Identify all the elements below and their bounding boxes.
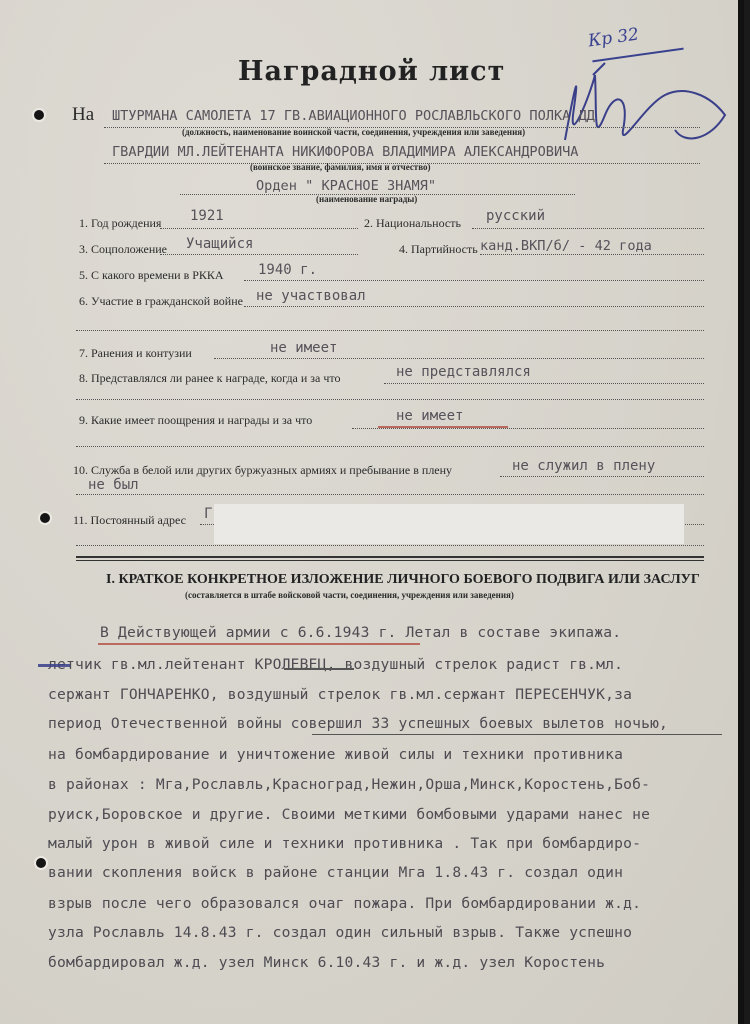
birth-year-label: 1. Год рождения xyxy=(79,216,162,230)
body-line: на бомбардирование и уничтожение живой силы и техники противника xyxy=(48,746,624,763)
birth-year-value: 1921 xyxy=(190,208,224,224)
civil-war-line-2 xyxy=(76,330,704,331)
punch-hole xyxy=(36,858,46,868)
nationality-line xyxy=(472,228,704,229)
body-line: вании скопления войск в районе станции Мга 1.8.43 г. создал один xyxy=(48,864,624,881)
body-line: В Действующей армии с 6.6.1943 г. Летал в составе экипажа. xyxy=(100,624,622,641)
pencil-underline xyxy=(312,734,722,735)
address-label: 11. Постоянный адрес xyxy=(73,513,186,527)
wounds-label: 7. Ранения и контузии xyxy=(79,346,192,360)
white-army-line-2 xyxy=(76,494,704,495)
section-title: I. КРАТКОЕ КОНКРЕТНОЕ ИЗЛОЖЕНИЕ ЛИЧНОГО БОЕВОГО ПОДВИГА ИЛИ ЗАСЛУГ xyxy=(106,572,700,587)
party-line xyxy=(480,254,704,255)
rkka-since-line xyxy=(244,280,704,281)
body-line: руиск,Боровское и другие. Своими меткими бомбовыми ударами нанес не xyxy=(48,806,651,823)
position-value: ШТУРМАНА САМОЛЕТА 17 ГВ.АВИАЦИОННОГО РОСЛАВЛЬСКОГО ПОЛКА ДД xyxy=(112,108,595,124)
redacted-area xyxy=(214,504,684,544)
white-army-label: 10. Служба в белой или других буржуазных армиях и пребывание в плену xyxy=(73,463,453,477)
civil-war-value: не участвовал xyxy=(256,288,366,304)
body-line: период Отечественной войны совершил 33 успешных боевых вылетов ночью, xyxy=(48,715,669,732)
punch-hole xyxy=(40,513,50,523)
wounds-value: не имеет xyxy=(270,340,338,356)
section-rule-bottom xyxy=(76,560,704,561)
body-line: сержант ГОНЧАРЕНКО, воздушный стрелок гв.мл.сержант ПЕРЕСЕНЧУК,за xyxy=(48,686,633,703)
pencil-strike xyxy=(284,668,354,670)
page-edge xyxy=(738,0,744,1024)
awards-line xyxy=(352,428,704,429)
white-army-value-b: не был xyxy=(88,477,139,493)
previous-award-value: не представлялся xyxy=(396,364,531,380)
party-label: 4. Партийность xyxy=(399,242,478,256)
body-line: малый урон в живой силе и техники противника . Так при бомбардиро- xyxy=(48,835,642,852)
award-value: Орден " КРАСНОЕ ЗНАМЯ" xyxy=(256,178,437,194)
wounds-line xyxy=(214,358,704,359)
civil-war-line xyxy=(244,306,704,307)
address-line-2 xyxy=(76,545,704,546)
birth-year-line xyxy=(160,228,358,229)
page-title: Наградной лист xyxy=(238,56,506,87)
body-line: в районах : Мга,Рославль,Красноград,Нежин,Орша,Минск,Коростень,Боб- xyxy=(48,776,651,793)
body-line: узла Рославль 14.8.43 г. создал один сильный взрыв. Также успешно xyxy=(48,924,633,941)
awards-line-2 xyxy=(76,446,704,447)
punch-hole xyxy=(34,110,44,120)
body-line: летчик гв.мл.лейтенант КРОЛЕВЕЦ, воздушный стрелок радист гв.мл. xyxy=(48,656,624,673)
social-status-value: Учащийся xyxy=(186,236,254,252)
name-caption: (воинское звание, фамилия, имя и отчество) xyxy=(250,162,431,172)
rkka-since-value: 1940 г. xyxy=(258,262,318,278)
rkka-since-label: 5. С какого времени в РККА xyxy=(79,268,224,282)
position-caption: (должность, наименование воинской части, соединения, учреждения или заведения) xyxy=(182,127,526,137)
awards-label: 9. Какие имеет поощрения и награды и за что xyxy=(79,413,313,427)
awards-value: не имеет xyxy=(396,408,464,424)
award-caption: (наименование награды) xyxy=(316,194,418,204)
section-caption: (составляется в штабе войсковой части, соединения, учреждения или заведения) xyxy=(185,590,514,600)
previous-award-line-2 xyxy=(76,399,704,400)
civil-war-label: 6. Участие в гражданской войне xyxy=(79,294,243,308)
social-status-line xyxy=(160,254,358,255)
nationality-label: 2. Национальность xyxy=(364,216,461,230)
body-line: бомбардировал ж.д. узел Минск 6.10.43 г. и ж.д. узел Коростень xyxy=(48,954,606,971)
red-pencil-underline xyxy=(98,643,420,645)
blue-pencil-mark xyxy=(38,664,70,667)
white-army-line xyxy=(500,476,704,477)
name-value: ГВАРДИИ МЛ.ЛЕЙТЕНАНТА НИКИФОРОВА ВЛАДИМИРА АЛЕКСАНДРОВИЧА xyxy=(112,144,579,160)
address-value: Г xyxy=(204,506,213,522)
body-line: взрыв после чего образовался очаг пожара. При бомбардировании ж.д. xyxy=(48,895,642,912)
na-label: На xyxy=(72,104,95,125)
party-value: канд.ВКП/б/ - 42 года xyxy=(480,238,652,254)
previous-award-line xyxy=(384,383,704,384)
archive-mark: Кр 32 xyxy=(586,24,641,52)
nationality-value: русский xyxy=(486,208,546,224)
social-status-label: 3. Соцположение xyxy=(79,242,168,256)
white-army-value-a: не служил в плену xyxy=(512,458,656,474)
previous-award-label: 8. Представлялся ли ранее к награде, когда и за что xyxy=(79,371,341,385)
section-rule-top xyxy=(76,556,704,558)
